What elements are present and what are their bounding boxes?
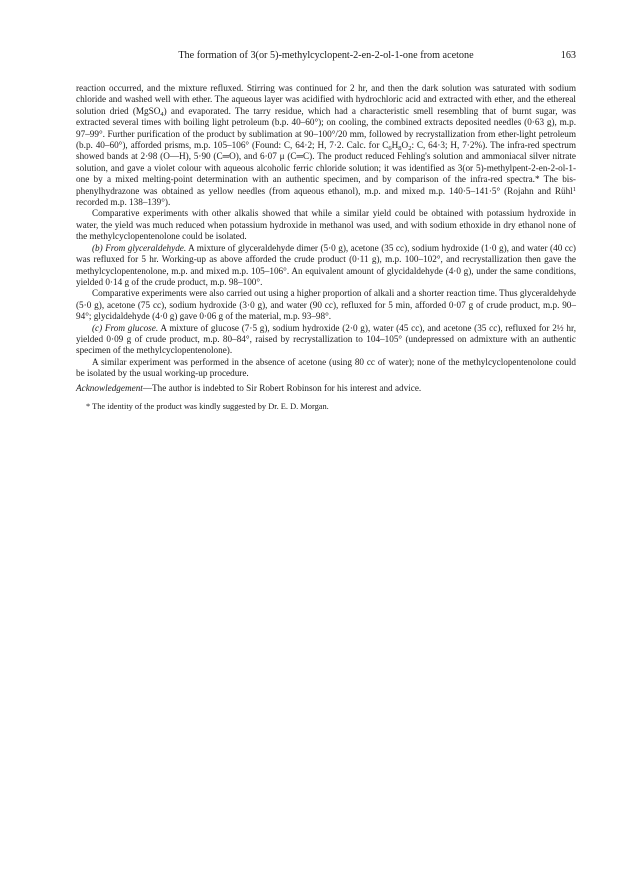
- paragraph-glyceraldehyde: (b) From glyceraldehyde. A mixture of glyceraldehyde dimer (5·0 g), acetone (35 cc), sodium hydroxide (1·0 g), and water (40 cc) was refluxed for 5 hr. Working-up as above afforded the crude product (0·11 g), m.p. 100–102°, and recrystallization then gave the methylcyclopentenolone, m.p. and mixed m.p. 105–106°. An equivalent amount of glycidaldehyde (4·0 g), under the same conditions, yielded 0·14 g of the crude product, m.p. 98–100°.: [76, 242, 576, 287]
- paragraph-glucose: (c) From glucose. A mixture of glucose (7·5 g), sodium hydroxide (2·0 g), water (45 cc), and acetone (35 cc), refluxed for 2½ hr, yielded 0·09 g of crude product, m.p. 80–84°, raised by recrystallization to 104–105° (undepressed on admixture with an authentic specimen of the methylcyclopentenolone).: [76, 322, 576, 356]
- journal-page: [76, 50, 576, 412]
- paragraph-higher-alkali: Comparative experiments were also carried out using a higher proportion of alkali and a shorter reaction time. Thus glyceraldehyde (5·0 g), acetone (75 cc), sodium hydroxide (3·0 g), and water (90 cc), refluxed for 5 min, afforded 0·07 g of crude product, m.p. 90–94°; glycidaldehyde (4·0 g) gave 0·06 g of the material, m.p. 93–98°.: [76, 288, 576, 322]
- acknowledgement-label: Acknowledgement: [76, 382, 143, 393]
- acknowledgement: Acknowledgement—The author is indebted to Sir Robert Robinson for his interest and advice.: [76, 382, 422, 393]
- running-header: [76, 50, 576, 64]
- paragraph-reaction-procedure: reaction occurred, and the mixture refluxed. Stirring was continued for 2 hr, and then the dark solution was saturated with sodium chloride and washed well with ether. The aqueous layer was acidified with hydrochloric acid and extracted with ether, and the ethereal solution dried (MgSO$_4$) and evaporated. The tarry residue, which had a characteristic smell resembling that of burnt sugar, was extracted several times with boiling light petroleum (b.p. 40–60°); on cooling, the combined extracts deposited needles (0·63 g), m.p. 97–99°. Further purification of the product by sublimation at 90–100°/20 mm, followed by recrystallization from ether-light petroleum (b.p. 40–60°), afforded prisms, m.p. 105–106° (Found: C, 64·2; H, 7·2. Calc. for $C_6H_8O_2$: C, 64·3; H, 7·2%). The infra-red spectrum showed bands at 2·98 (O—H), 5·90 (C═O), and 6·07 μ (C═C). The product reduced Fehling's solution and ammoniacal silver nitrate solution, and gave a violet colour with aqueous alcoholic ferric chloride solution; it was identified as 3(or 5)-methylpent-2-en-2-ol-1-one by a mixed melting-point determination with an authentic specimen, and by comparison of the infra-red spectra.* The bis-phenylhydrazone was obtained as yellow needles (from aqueous ethanol), m.p. and mixed m.p. 140·5–141·5° (Rojahn and Rühl$^1$ recorded m.p. 138–139°).: [76, 83, 577, 208]
- footnote: * The identity of the product was kindly suggested by Dr. E. D. Morgan.: [86, 401, 329, 411]
- section-label-glyceraldehyde: (b) From glyceraldehyde.: [92, 242, 187, 253]
- paragraph-comparative-alkalis: Comparative experiments with other alkalis showed that while a similar yield could be obtained with potassium hydroxide in water, the yield was much reduced when potassium hydroxide in methanol was used, and with sodium ethoxide in dry ethanol none of the methylcyclopentenolone could be isolated.: [76, 208, 576, 242]
- running-title: The formation of 3(or 5)-methylcyclopent-2-en-2-ol-1-one from acetone: [178, 50, 474, 61]
- paragraph-no-acetone: A similar experiment was performed in the absence of acetone (using 80 cc of water); none of the methylcyclopentenolone could be isolated by the usual working-up procedure.: [76, 356, 576, 379]
- page-number: 163: [560, 50, 576, 61]
- section-label-glucose: (c) From glucose.: [92, 322, 159, 333]
